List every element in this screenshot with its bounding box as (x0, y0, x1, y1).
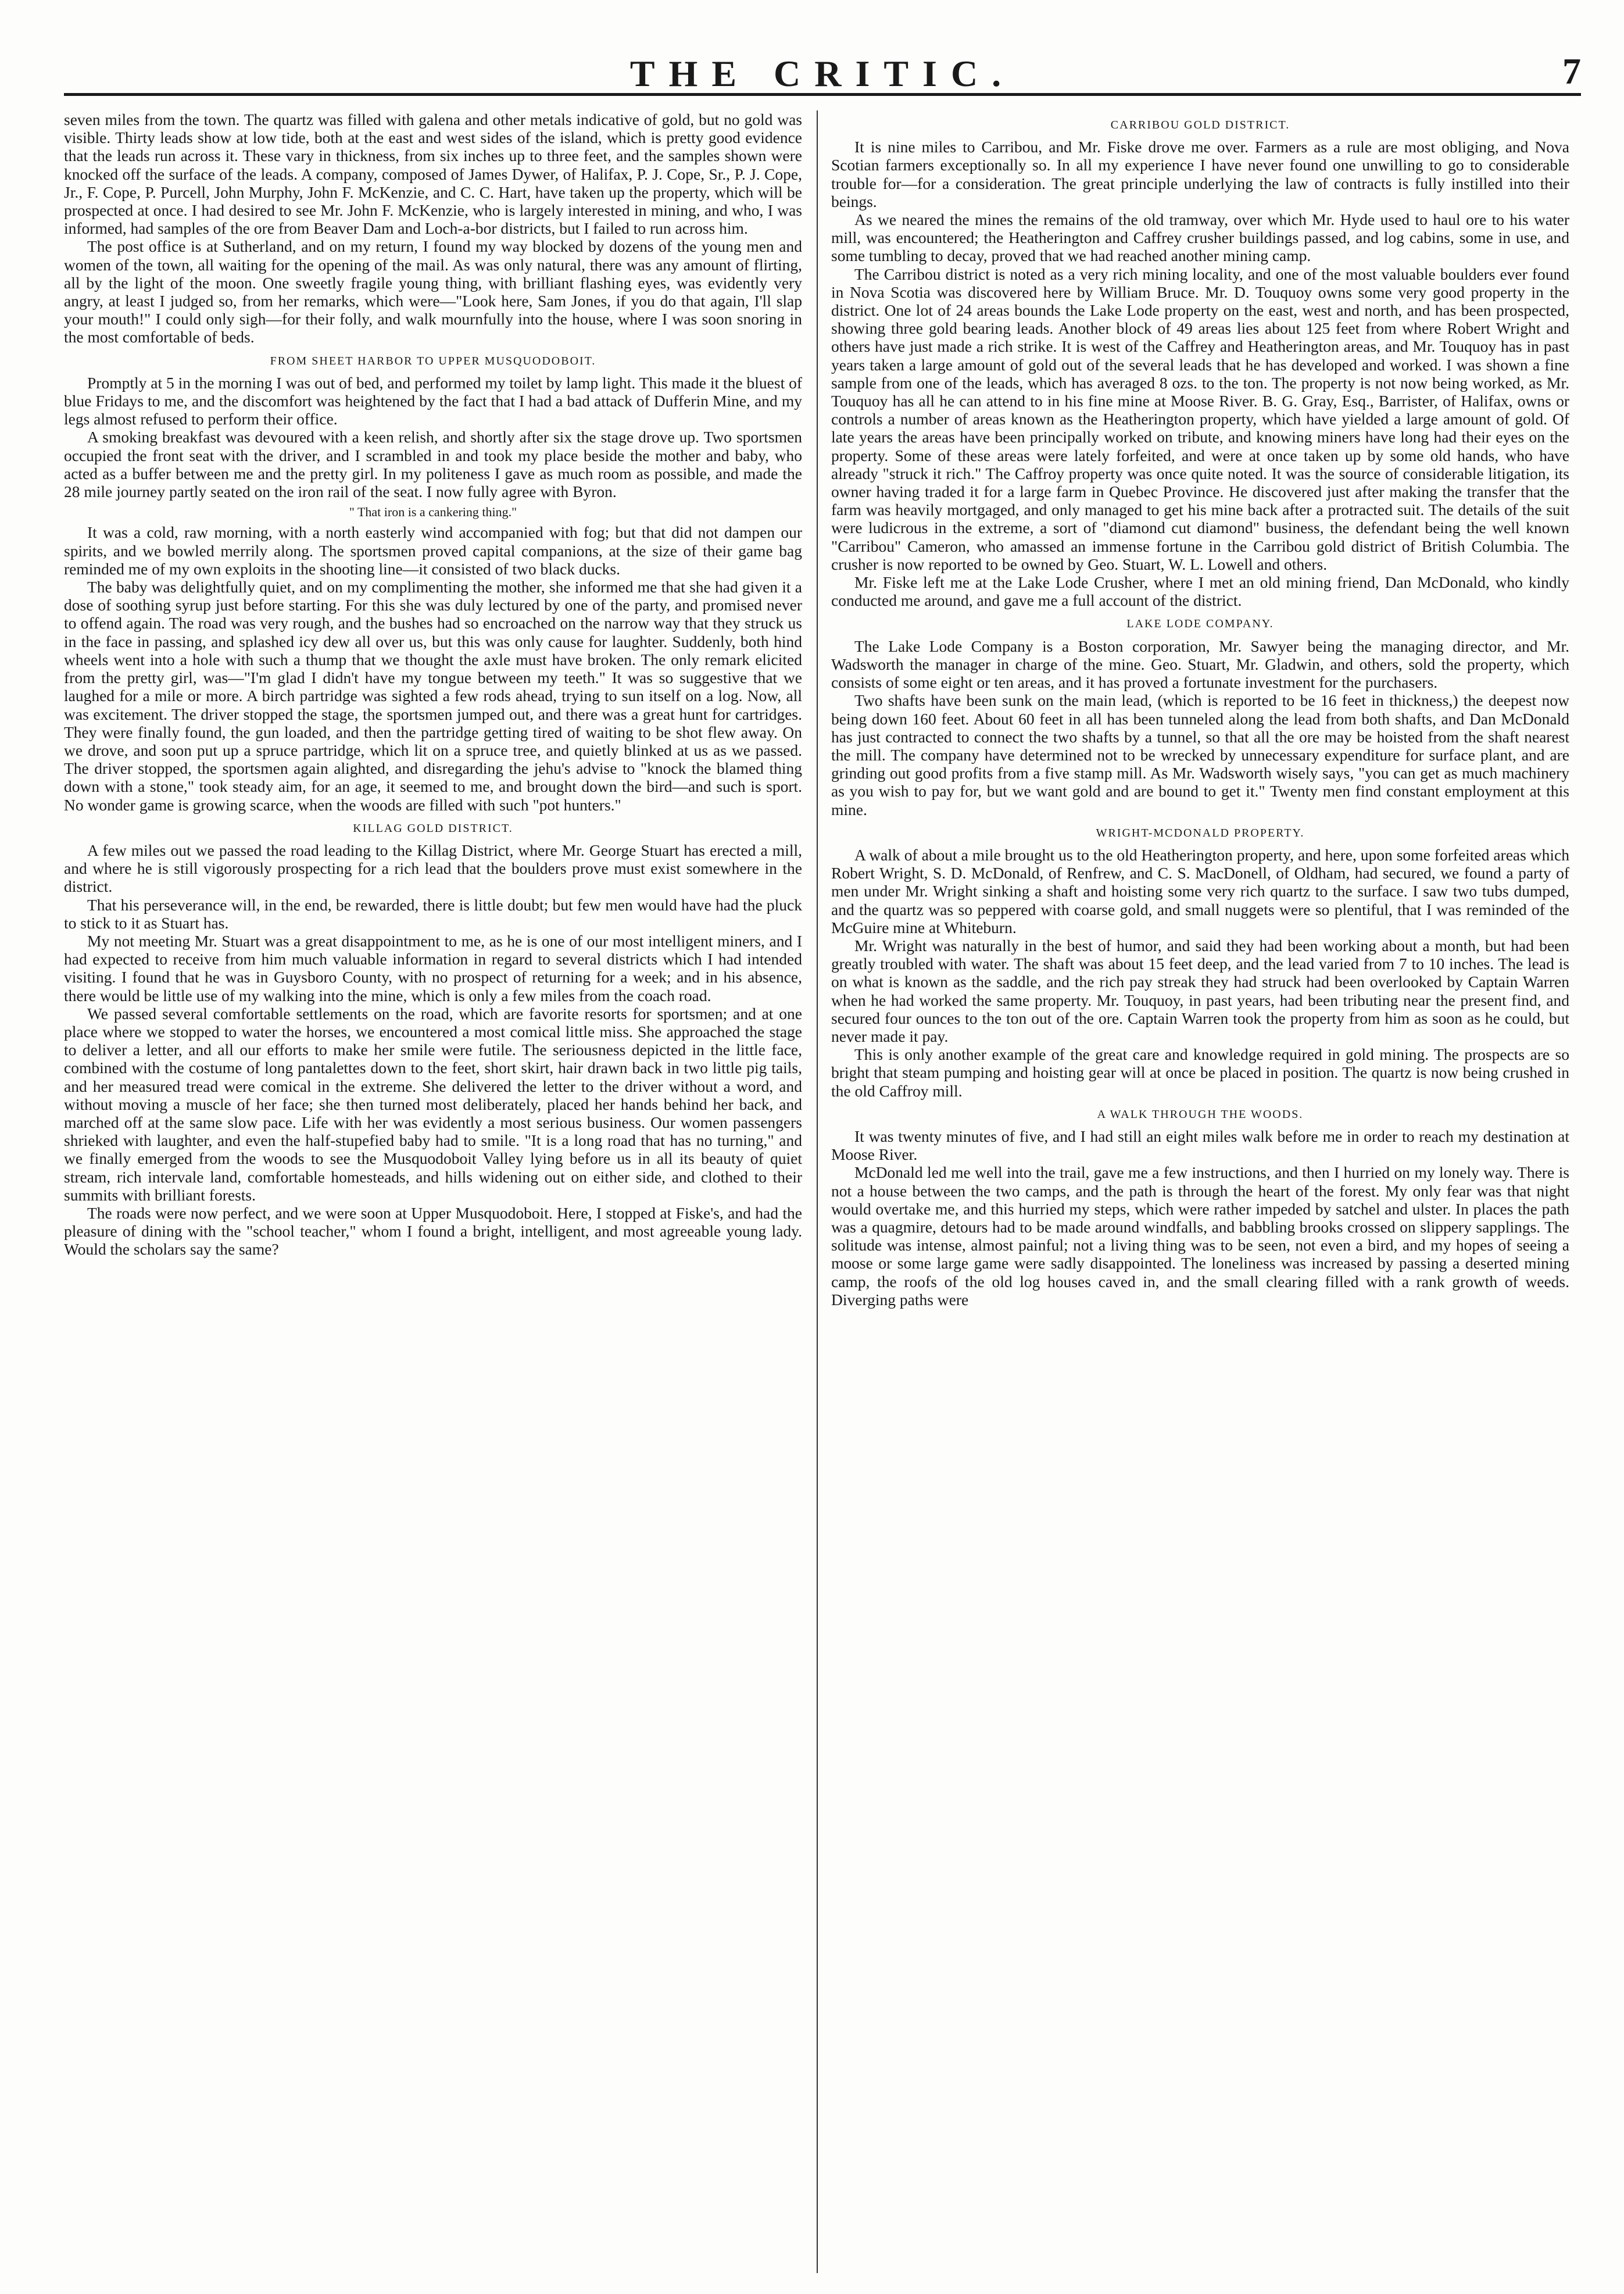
article-paragraph: The post office is at Sutherland, and on my return, I found my way blocked by dozens of the young men and women of the town, all waiting for the opening of the mail. As was only natural, there was any amount of flirting, all by the light of the moon. One sweetly fragile young thing, with brilliant flashing eyes, was evidently very angry, at least I judged so, from her remarks, which were—"Look here, Sam Jones, if you do that again, I'll slap your mouth!" I could only sigh—for their folly, and walk mournfully into the house, where I was soon snoring in the most comfortable of beds. (64, 237, 802, 346)
article-paragraph: That his perseverance will, in the end, be rewarded, there is little doubt; but few men would have had the pluck to stick to it as Stuart has. (64, 895, 802, 932)
article-paragraph: As we neared the mines the remains of the old tramway, over which Mr. Hyde used to haul ore to his water mill, was encountered; the Heatherington and Caffrey crusher buildings passed, and log cabins, some in use, and some tumbling to decay, proved that we had reached another mining camp. (831, 210, 1569, 265)
article-paragraph: Two shafts have been sunk on the main lead, (which is reported to be 16 feet in thickness,) the deepest now being down 160 feet. About 60 feet in all has been tunneled along the lead from both shafts, and Dan McDonald has just contracted to connect the two shafts by a tunnel, so that all the ore may be hoisted from the shaft nearest the mill. The company have determined not to be wrecked by unnecessary expenditure for surface plant, and are grinding out good profits from a five stamp mill. As Mr. Wadsworth wisely says, "you can get as much machinery as you wish to pay for, but we want gold and are bound to get it." Twenty men find constant employment at this mine. (831, 691, 1569, 819)
article-paragraph: Mr. Fiske left me at the Lake Lode Crusher, where I met an old mining friend, Dan McDonald, who kindly conducted me around, and gave me a full account of the district. (831, 573, 1569, 610)
article-paragraph: My not meeting Mr. Stuart was a great disappointment to me, as he is one of our most intelligent miners, and I had expected to receive from him much valuable information in regard to several districts which I had intended visiting. I found that he was in Guysboro County, with no prospect of returning for a week; and in his absence, there would be little use of my walking into the mine, which is only a few miles from the coach road. (64, 931, 802, 1005)
article-paragraph: It was twenty minutes of five, and I had still an eight miles walk before me in order to reach my destination at Moose River. (831, 1127, 1569, 1164)
article-paragraph: The baby was delightfully quiet, and on my complimenting the mother, she informed me that she had given it a dose of soothing syrup just before starting. For this she was duly lectured by one of the party, and promised never to offend again. The road was very rough, and the bushes had so encroached on the narrow way that they struck us in the face in passing, and splashed icy dew all over us, but this was only cause for laughter. Suddenly, both hind wheels went into a hole with such a thump that we thought the axle must have broken. The only remark elicited from the pretty girl, was—"I'm glad I didn't have my tongue between my teeth." It was so suggestive that we laughed for a mile or more. A birch partridge was sighted a few rods ahead, trying to sun itself on a log. Now, all was excitement. The driver stopped the stage, the sportsmen jumped out, and there was a great hunt for cartridges. They were finally found, the gun loaded, and then the partridge getting tired of waiting to be shot flew away. On we drove, and soon put up a spruce partridge, which lit on a spruce tree, and quietly blinked at us as we passed. The driver stopped, the sportsmen again alighted, and disregarding the jehu's advise to "knock the blamed thing down with a stone," took steady aim, for an age, it seemed to me, and brought down the bird—and such is sport. No wonder game is growing scarce, when the woods are filled with such "pot hunters." (64, 578, 802, 814)
article-paragraph: The Lake Lode Company is a Boston corporation, Mr. Sawyer being the managing director, and Mr. Wadsworth the manager in charge of the mine. Geo. Stuart, Mr. Gladwin, and others, sold the property, which consists of some eight or ten areas, and it has proved a fortunate investment for the purchasers. (831, 637, 1569, 692)
quotation: " That iron is a cankering thing." (349, 505, 517, 520)
article-paragraph: It was a cold, raw morning, with a north easterly wind accompanied with fog; but that did not dampen our spirits, and we bowled merrily along. The sportsmen proved capital companions, at the size of their game bag reminded me of my own exploits in the shooting line—it consisted of two black ducks. (64, 523, 802, 578)
article-paragraph: A few miles out we passed the road leading to the Killag District, where Mr. George Stuart has erected a mill, and where he is still vigorously prospecting for a rich lead that the boulders prove must exist somewhere in the district. (64, 841, 802, 896)
masthead (64, 35, 1581, 96)
publication-title: THE CRITIC. (629, 53, 1015, 94)
article-paragraph: A walk of about a mile brought us to the old Heatherington property, and here, upon some forfeited areas which Robert Wright, S. D. McDonald, of Renfrew, and C. S. MacDonell, of Oldham, had secured, we found a party of men under Mr. Wright sinking a shaft and hoisting some very rich quartz to the surface. I saw two tubs dumped, and the quartz was so peppered with coarse gold, and small nuggets were so plentiful, that I was reminded of the McGuire mine at Whiteburn. (831, 845, 1569, 937)
article-paragraph: Mr. Wright was naturally in the best of humor, and said they had been working about a month, but had been greatly troubled with water. The shaft was about 15 feet deep, and the lead varied from 7 to 10 inches. The lead is on what is known as the saddle, and the rich pay streak they had struck had been overlooked by Captain Warren when he had worked the same property. Mr. Touquoy, in past years, had been tributing near the present find, and secured four ounces to the ton out of the ore. Captain Warren took the property from him as soon as he could, but never made it pay. (831, 936, 1569, 1045)
section-heading: CARRIBOU GOLD DISTRICT. (1110, 119, 1290, 131)
article-paragraph: McDonald led me well into the trail, gave me a few instructions, and then I hurried on my lonely way. There is not a house between the two camps, and the path is through the heart of the forest. My only fear was that night would overtake me, and this hurried my steps, which were rather impeded by satchel and ulster. In places the path was a quagmire, detours had to be made around windfalls, and babbling brooks crossed on slippery sapplings. The solitude was intense, almost painful; not a living thing was to be seen, not even a bird, and my hopes of seeing a moose or some large game were sadly disappointed. The loneliness was increased by passing a deserted mining camp, the roofs of the old log houses caved in, and the small clearing filled with a rank growth of weeds. Diverging paths were (831, 1163, 1569, 1309)
section-heading: WRIGHT-MCDONALD PROPERTY. (1096, 826, 1305, 839)
page-number: 7 (1562, 51, 1581, 92)
article-paragraph: This is only another example of the great care and knowledge required in gold mining. The prospects are so bright that steam pumping and hoisting gear will at once be placed in position. The quartz is now being crushed in the old Caffroy mill. (831, 1045, 1569, 1100)
left-column (64, 110, 802, 2273)
article-paragraph: Promptly at 5 in the morning I was out of bed, and performed my toilet by lamp light. This made it the bluest of blue Fridays to me, and the discomfort was heightened by the fact that I had a bad attack of Dufferin Mine, and my legs almost refused to perform their office. (64, 373, 802, 428)
section-heading: A WALK THROUGH THE WOODS. (1097, 1107, 1304, 1121)
column-divider (817, 110, 818, 2273)
article-paragraph: It is nine miles to Carribou, and Mr. Fiske drove me over. Farmers as a rule are most obliging, and Nova Scotian farmers exceptionally so. In all my experience I have never found one unwilling to go to considerable trouble for—for a consideration. The great principle underlying the law of contracts is fully instilled into their beings. (831, 138, 1569, 210)
article-paragraph: The Carribou district is noted as a very rich mining locality, and one of the most valuable boulders ever found in Nova Scotia was discovered here by William Bruce. Mr. D. Touquoy owns some very good property in the district. One lot of 24 areas bounds the Lake Lode property on the east, west and north, and has been prospected, showing three gold bearing leads. Another block of 49 areas lies about 125 feet from where Robert Wright and others have just made a rich strike. It is west of the Caffrey and Heatherington areas, and Mr. Touquoy has in past years taken a large amount of gold out of the several leads that he has developed and worked. I was shown a fine sample from one of the leads, which has averaged 8 ozs. to the ton. The property is not now being worked, as Mr. Touquoy has all he can attend to in his fine mine at Moose River. B. G. Gray, Esq., Barrister, of Halifax, owns or controls a number of areas known as the Heatherington property, which have yielded a large amount of gold. Of late years the areas have been principally worked on tribute, and knowing miners have long had their eyes on the property. Some of these areas were lately forfeited, and were at once taken up by some old hands, who have already "struck it rich." The Caffroy property was once quite noted. It was the source of considerable litigation, its owner having traded it for a large farm in Quebec Province. He discovered just after making the transfer that the farm was heavily mortgaged, and only managed to get his mine back after a protracted suit. The details of the suit were ludicrous in the extreme, a sort of "diamond cut diamond" business, the defendant being the well known "Carribou" Cameron, who amassed an immense fortune in the Carribou gold district of British Columbia. The crusher is now reported to be owned by Geo. Stuart, W. L. Lowell and others. (831, 265, 1569, 573)
section-heading: LAKE LODE COMPANY. (1126, 617, 1274, 631)
right-column (831, 110, 1569, 2273)
article-paragraph: The roads were now perfect, and we were soon at Upper Musquodoboit. Here, I stopped at Fiske's, and had the pleasure of dining with the "school teacher," whom I found a bright, intelligent, and most agreeable young lady. Would the scholars say the same? (64, 1203, 802, 1259)
section-heading: KILLAG GOLD DISTRICT. (353, 821, 513, 835)
article-paragraph: We passed several comfortable settlements on the road, which are favorite resorts for sportsmen; and at one place where we stopped to water the horses, we encountered a most comical little miss. She approached the stage to deliver a letter, and all our efforts to make her smile were futile. The seriousness depicted in the little face, combined with the costume of long pantalettes down to the feet, short skirt, hair drawn back in two little pig tails, and her measured tread were comical in the extreme. She delivered the letter to the driver without a word, and without moving a muscle of her face; she then turned most deliberately, placed her hands behind her back, and marched off at the same slow pace. Life with her was evidently a most serious business. Our women passengers shrieked with laughter, and even the half-stupefied baby had to smile. "It is a long road that has no turning," and we finally emerged from the woods to see the Musquodoboit Valley lying before us in all its beauty of quiet stream, rich intervale land, comfortable homesteads, and hills widening out on either side, and clothed to their summits with brilliant forests. (64, 1004, 802, 1204)
article-paragraph: A smoking breakfast was devoured with a keen relish, and shortly after six the stage drove up. Two sportsmen occupied the front seat with the driver, and I scrambled in and took my place beside the mother and baby, who acted as a buffer between me and the pretty girl. In my politeness I gave as much room as possible, and made the 28 mile journey partly seated on the iron rail of the seat. I now fully agree with Byron. (64, 428, 802, 501)
section-heading: FROM SHEET HARBOR TO UPPER MUSQUODOBOIT. (270, 354, 596, 367)
article-paragraph: seven miles from the town. The quartz was filled with galena and other metals indicative of gold, but no gold was visible. Thirty leads show at low tide, both at the east and west sides of the island, which is pretty good evidence that the leads run across it. These vary in thickness, from six inches up to three feet, and the samples shown were knocked off the surface of the leads. A company, composed of James Dywer, of Halifax, P. J. Cope, Sr., P. J. Cope, Jr., F. Cope, P. Purcell, John Murphy, John F. McKenzie, and C. C. Hart, have taken up the property, which will be prospected at once. I had desired to see Mr. John F. McKenzie, who is largely interested in mining, and who, I was informed, had samples of the ore from Beaver Dam and Loch-a-bor districts, but I failed to run across him. (64, 110, 802, 238)
